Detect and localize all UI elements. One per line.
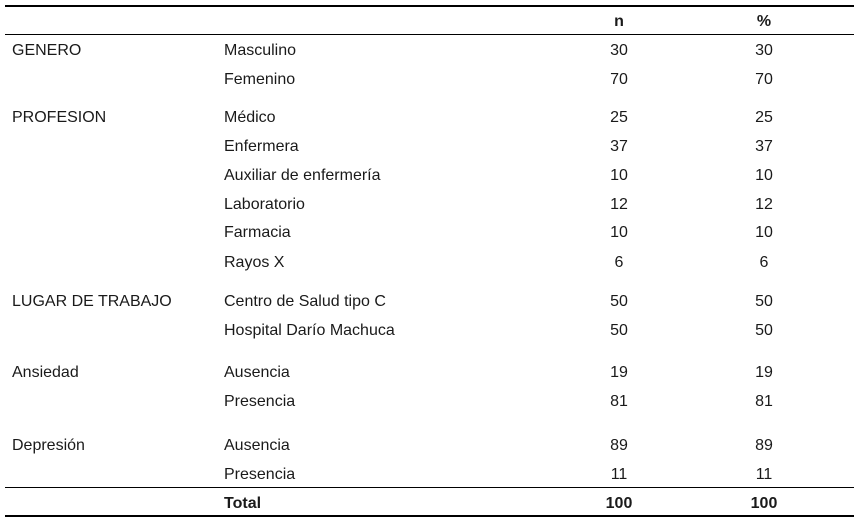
row-n: 37 (610, 138, 628, 155)
row-label: Hospital Darío Machuca (224, 322, 395, 339)
total-rule (5, 487, 854, 488)
group-label-ansiedad: Ansiedad (12, 364, 79, 381)
row-label: Farmacia (224, 224, 291, 241)
row-percent: 6 (759, 254, 769, 271)
row-percent: 19 (755, 364, 773, 381)
table-bottom-rule (5, 515, 854, 517)
header-rule (5, 34, 854, 35)
row-label: Enfermera (224, 138, 299, 155)
row-label: Laboratorio (224, 196, 305, 213)
row-n: 10 (610, 167, 628, 184)
row-label: Centro de Salud tipo C (224, 293, 386, 310)
row-label: Auxiliar de enfermería (224, 167, 381, 184)
row-percent: 30 (755, 42, 773, 59)
row-percent: 50 (755, 322, 773, 339)
header-n: n (614, 13, 624, 30)
row-label: Ausencia (224, 437, 290, 454)
row-n: 6 (614, 254, 624, 271)
row-percent: 10 (755, 224, 773, 241)
row-percent: 81 (755, 393, 773, 410)
row-label: Ausencia (224, 364, 290, 381)
row-n: 30 (610, 42, 628, 59)
row-percent: 37 (755, 138, 773, 155)
row-label: Rayos X (224, 254, 285, 271)
row-percent: 11 (755, 466, 773, 483)
row-percent: 89 (755, 437, 773, 454)
table-top-rule (5, 5, 854, 7)
group-label-profesion: PROFESION (12, 109, 107, 126)
row-percent: 12 (755, 196, 773, 213)
row-label: Masculino (224, 42, 297, 59)
group-label-genero: GENERO (12, 42, 82, 59)
row-percent: 10 (755, 167, 773, 184)
header-percent: % (756, 13, 772, 30)
row-n: 12 (610, 196, 628, 213)
row-n: 89 (610, 437, 628, 454)
total-percent: 100 (750, 495, 778, 512)
row-label: Presencia (224, 466, 296, 483)
group-label-depresion: Depresión (12, 437, 85, 454)
row-n: 10 (610, 224, 628, 241)
frequency-table (5, 5, 854, 517)
row-n: 19 (610, 364, 628, 381)
row-label: Médico (224, 109, 276, 126)
row-n: 25 (610, 109, 628, 126)
group-label-lugar-de-trabajo: LUGAR DE TRABAJO (12, 293, 172, 310)
row-n: 50 (610, 293, 628, 310)
row-n: 11 (610, 466, 628, 483)
row-percent: 25 (755, 109, 773, 126)
row-n: 81 (610, 393, 628, 410)
row-n: 70 (610, 71, 628, 88)
row-label: Femenino (224, 71, 296, 88)
total-n: 100 (605, 495, 633, 512)
total-label: Total (224, 495, 262, 512)
row-percent: 70 (755, 71, 773, 88)
row-n: 50 (610, 322, 628, 339)
row-percent: 50 (755, 293, 773, 310)
row-label: Presencia (224, 393, 296, 410)
